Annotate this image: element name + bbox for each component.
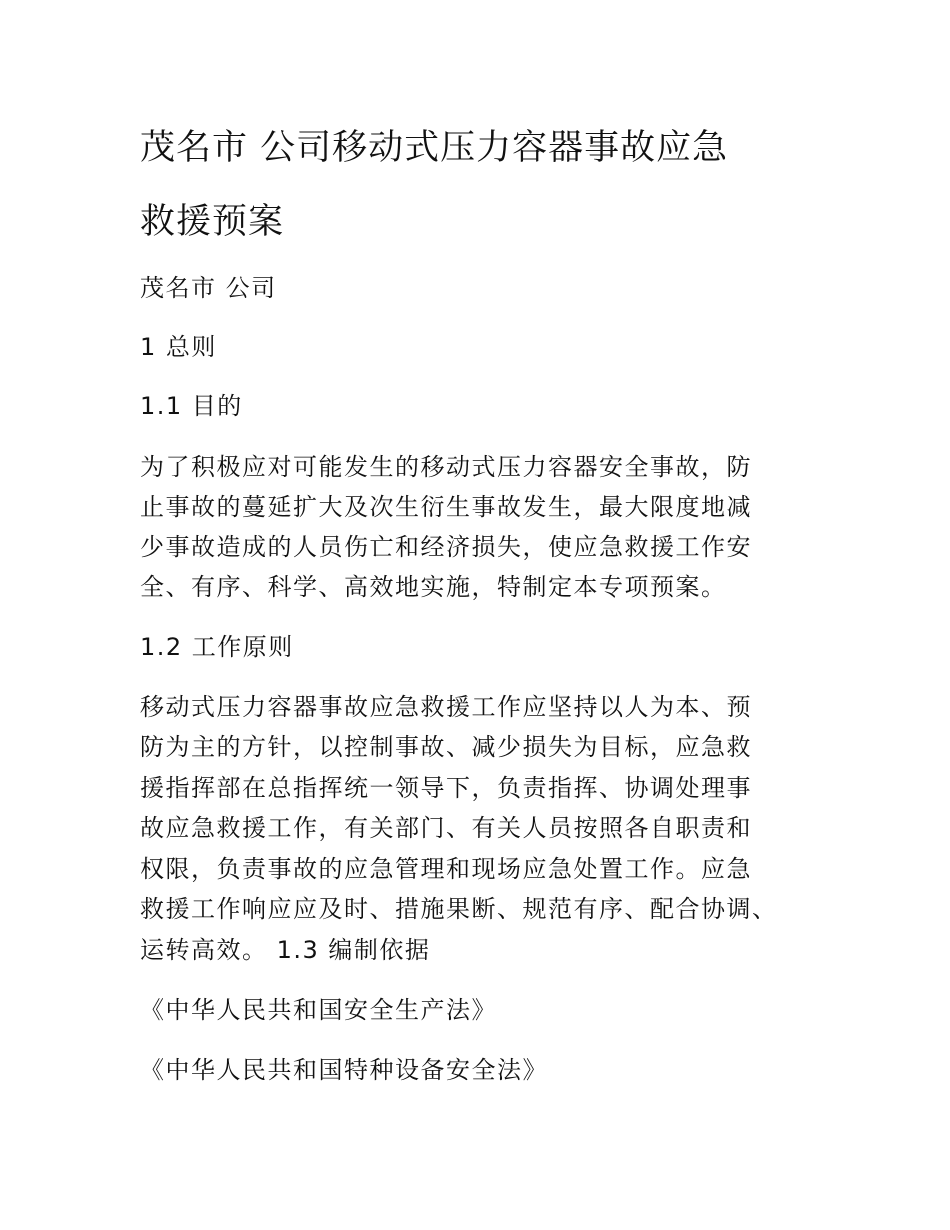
section-1-2-heading: 1.2 工作原则 <box>140 633 294 661</box>
section-1-2-body-line: 权限，负责事故的应急管理和现场应急处置工作。应急 <box>140 855 752 883</box>
section-1-1-body-line: 为了积极应对可能发生的移动式压力容器安全事故，防 <box>140 453 752 481</box>
section-1-2-body-line: 救援工作响应应及时、措施果断、规范有序、配合协调、 <box>140 895 778 923</box>
section-1-1-body-line: 少事故造成的人员伤亡和经济损失，使应急救援工作安 <box>140 533 752 561</box>
section-1-1-heading: 1.1 目的 <box>140 392 243 420</box>
section-1-2-body-line: 故应急救援工作，有关部门、有关人员按照各自职责和 <box>140 814 752 842</box>
reference-item: 《中华人民共和国安全生产法》 <box>140 996 497 1024</box>
company-name: 茂名市 公司 <box>140 274 277 302</box>
section-1-2-body-line: 运转高效。 1.3 编制依据 <box>140 936 431 964</box>
reference-item: 《中华人民共和国特种设备安全法》 <box>140 1056 548 1084</box>
section-1-2-body-line: 防为主的方针，以控制事故、减少损失为目标，应急救 <box>140 733 752 761</box>
section-1-1-body-line: 全、有序、科学、高效地实施，特制定本专项预案。 <box>140 573 727 601</box>
section-1-2-body-line: 援指挥部在总指挥统一领导下，负责指挥、协调处理事 <box>140 774 752 802</box>
document-title-line-1: 茂名市 公司移动式压力容器事故应急 <box>140 128 729 168</box>
section-1-2-body-line: 移动式压力容器事故应急救援工作应坚持以人为本、预 <box>140 693 752 721</box>
section-1-heading: 1 总则 <box>140 333 217 361</box>
section-1-1-body-line: 止事故的蔓延扩大及次生衍生事故发生，最大限度地减 <box>140 493 752 521</box>
document-title-line-2: 救援预案 <box>140 202 285 242</box>
